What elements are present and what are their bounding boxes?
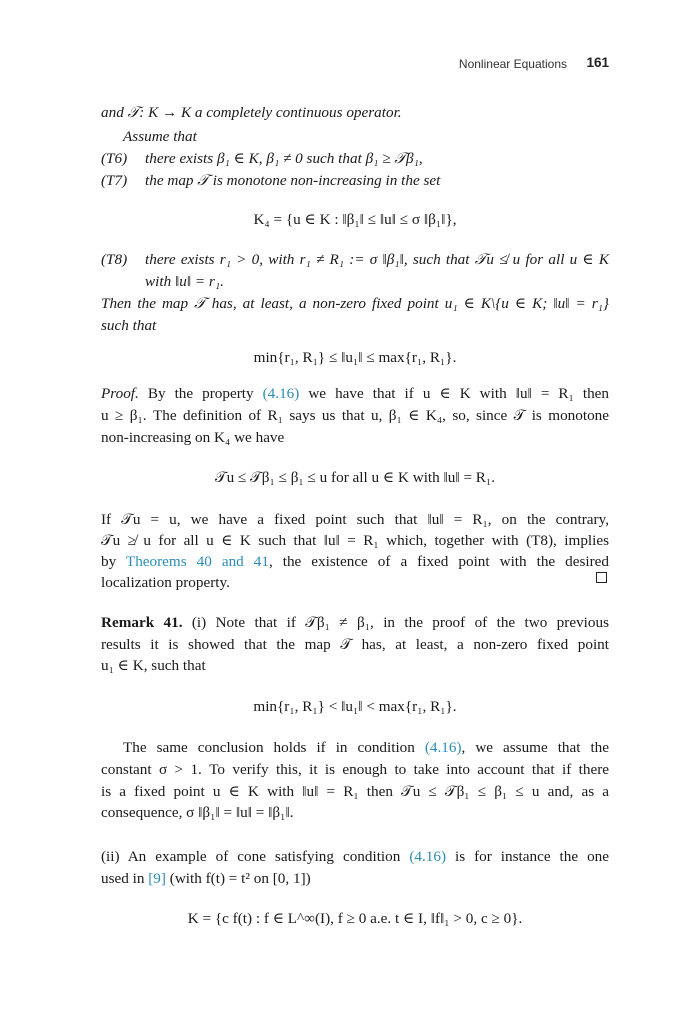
proof-line-1	[101, 384, 609, 404]
running-header-title: Nonlinear Equations	[458, 57, 567, 71]
proof-line-6	[101, 552, 609, 572]
remark-label: Remark 41.	[101, 614, 183, 631]
theorems-40-41-link[interactable]: Theorems 40 and 41	[125, 553, 269, 570]
qed-symbol	[596, 572, 607, 583]
proof-equation: 𝒯u ≤ 𝒯β₁ ≤ β₁ ≤ u for all u ∈ K with ‖u‖ = R₁.	[214, 469, 496, 486]
proof-text-6b: , the existence of a fixed point with the desired	[268, 553, 610, 570]
condition-t8-text-2: with ‖u‖ = r₁.	[145, 273, 224, 290]
remark-equation: min{r₁, R₁} < ‖u₁‖ < max{r₁, R₁}.	[253, 698, 457, 715]
equation-min-max: min{r₁, R₁} ≤ ‖u₁‖ ≤ max{r₁, R₁}.	[253, 349, 457, 366]
remark-text-s1b: , we assume that the	[461, 739, 609, 756]
page-number: 161	[586, 55, 609, 70]
condition-t6-text: there exists β₁ ∈ K, β₁ ≠ 0 such that β₁ ≥ 𝒯β₁,	[145, 150, 423, 167]
proof-label: Proof.	[101, 385, 139, 402]
condition-t7-label: (T7)	[101, 172, 128, 189]
condition-t8-label: (T8)	[101, 251, 128, 268]
remark-line-3: u₁ ∈ K, such that	[101, 657, 206, 674]
remark-para-2-line-4: consequence, σ ‖β₁‖ = ‖u‖ = ‖β₁‖.	[101, 804, 294, 821]
theorem-conclusion-2: such that	[101, 317, 157, 334]
condition-t7-text: the map 𝒯 is monotone non-increasing in the set	[145, 172, 441, 189]
citation-9-link[interactable]: [9]	[148, 870, 166, 887]
proof-line-2: u ≥ β₁. The definition of R₁ says us that u, β₁ ∈ K₄, so, since 𝒯 is monotone	[101, 407, 609, 424]
remark-ii-line-2	[101, 869, 609, 889]
proof-text-1a: By the property	[147, 385, 254, 402]
remark-text-ii2b: (with f(t) = t² on [0, 1])	[169, 870, 311, 887]
remark-line-1	[101, 613, 609, 633]
equation-k4: K₄ = {u ∈ K : ‖β₁‖ ≤ ‖u‖ ≤ σ ‖β₁‖},	[253, 211, 457, 228]
remark-text-ii2a: used in	[101, 870, 145, 887]
proof-line-4: If 𝒯u = u, we have a fixed point such that ‖u‖ = R₁, on the contrary,	[101, 511, 609, 528]
condition-t6-label: (T6)	[101, 150, 128, 167]
remark-ii-line-1	[101, 847, 609, 867]
theorem-conclusion-1: Then the map 𝒯 has, at least, a non-zero fixed point u₁ ∈ K\{u ∈ K; ‖u‖ = r₁}	[101, 295, 609, 312]
remark-line-2: results it is showed that the map 𝒯 has, at least, a non-zero fixed point	[101, 636, 609, 653]
remark-para-2-line-2: constant σ > 1. To verify this, it is enough to take into account that if there	[101, 761, 609, 778]
remark-para-2-line-3: is a fixed point u ∈ K with ‖u‖ = R₁ then 𝒯u ≤ 𝒯β₁ ≤ β₁ ≤ u and, as a	[101, 783, 609, 800]
proof-line-7: localization property.	[101, 574, 230, 591]
condition-t8-text: there exists r₁ > 0, with r₁ ≠ R₁ := σ ‖β₁‖, such that 𝒯u ≰ u for all u ∈ K	[145, 251, 609, 268]
remark-text-1: (i) Note that if 𝒯β₁ ≠ β₁, in the proof of the two previous	[191, 614, 609, 631]
proof-text-1b: we have that if u ∈ K with ‖u‖ = R₁ then	[308, 385, 609, 402]
remark-text-ii1a: (ii) An example of cone satisfying condition	[101, 848, 401, 865]
proof-line-5: 𝒯u ≱ u for all u ∈ K such that ‖u‖ = R₁ which, together with (T8), implies	[101, 532, 609, 549]
theorem-line-1: and 𝒯: K → K a completely continuous operator.	[101, 104, 402, 121]
remark-text-ii1b: is for instance the one	[455, 848, 610, 865]
proof-text-6a: by	[101, 553, 117, 570]
theorem-assume: Assume that	[123, 128, 197, 145]
cone-equation: K = {c f(t) : f ∈ L^∞(I), f ≥ 0 a.e. t ∈ I, ‖f‖₁ > 0, c ≥ 0}.	[187, 910, 523, 927]
proof-line-3: non-increasing on K₄ we have	[101, 429, 285, 446]
ref-4-16-link[interactable]: (4.16)	[262, 385, 300, 402]
ref-4-16-link-2[interactable]: (4.16)	[424, 739, 462, 756]
ref-4-16-link-3[interactable]: (4.16)	[409, 848, 447, 865]
remark-para-2-line-1	[101, 738, 609, 758]
remark-text-s1a: The same conclusion holds if in condition	[123, 739, 415, 756]
